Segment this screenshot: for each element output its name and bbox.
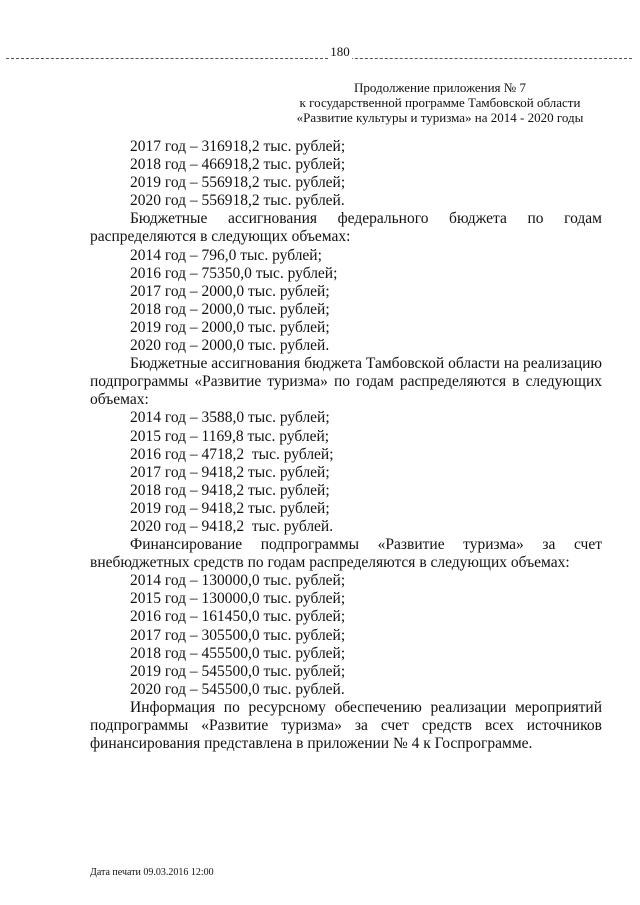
appendix-header-line: «Развитие культуры и туризма» на 2014 - 2020 годы <box>296 110 584 125</box>
paragraph-line: Информация по ресурсному обеспечению реализации мероприятий <box>130 698 602 716</box>
list-item: 2020 год – 545500,0 тыс. рублей. <box>130 680 345 698</box>
list-item: 2014 год – 796,0 тыс. рублей; <box>130 246 322 264</box>
list-item: 2018 год – 455500,0 тыс. рублей; <box>130 644 346 662</box>
list-item: 2015 год – 1169,8 тыс. рублей; <box>130 427 330 445</box>
list-item: 2020 год – 9418,2 тыс. рублей. <box>130 517 334 535</box>
list-item: 2018 год – 2000,0 тыс. рублей; <box>130 300 330 318</box>
paragraph-line: подпрограммы «Развитие туризма» за счет средств всех источников <box>90 717 602 734</box>
document-body <box>90 138 602 753</box>
appendix-header-line: к государственной программе Тамбовской области <box>299 95 581 110</box>
paragraph-line: внебюджетных средств по годам распределяются в следующих объемах: <box>90 554 570 572</box>
list-item: 2017 год – 305500,0 тыс. рублей; <box>130 626 346 644</box>
list-item: 2015 год – 130000,0 тыс. рублей; <box>130 590 346 608</box>
list-item: 2019 год – 2000,0 тыс. рублей; <box>130 318 330 336</box>
paragraph-line: подпрограммы «Развитие туризма» по годам распределяются в следующих <box>90 373 602 391</box>
list-item: 2019 год – 9418,2 тыс. рублей; <box>130 499 330 517</box>
paragraph-line: распределяются в следующих объемах: <box>90 228 351 246</box>
appendix-header <box>280 80 600 125</box>
list-item: 2019 год – 545500,0 тыс. рублей; <box>130 662 346 680</box>
list-item: 2016 год – 4718,2 тыс. рублей; <box>130 445 334 463</box>
page-number-text: 180 <box>330 44 350 59</box>
list-item: 2020 год – 2000,0 тыс. рублей. <box>130 337 330 355</box>
list-item: 2017 год – 316918,2 тыс. рублей; <box>130 138 346 155</box>
paragraph-line: Бюджетные ассигнования федерального бюджета по годам <box>130 210 602 228</box>
list-item: 2017 год – 9418,2 тыс. рублей; <box>130 463 330 481</box>
page-number <box>0 44 640 60</box>
paragraph-line: Бюджетные ассигнования бюджета Тамбовской области на реализацию <box>130 355 602 373</box>
paragraph-line: объемах: <box>90 391 149 409</box>
list-item: 2014 год – 130000,0 тыс. рублей; <box>130 572 346 590</box>
list-item: 2016 год – 75350,0 тыс. рублей; <box>130 264 338 282</box>
list-item: 2018 год – 9418,2 тыс. рублей; <box>130 481 330 499</box>
paragraph-line: финансирования представлена в приложении № 4 к Госпрограмме. <box>90 735 533 753</box>
list-item: 2020 год – 556918,2 тыс. рублей. <box>130 192 345 210</box>
appendix-header-line: Продолжение приложения № 7 <box>354 80 526 95</box>
list-item: 2019 год – 556918,2 тыс. рублей; <box>130 174 346 192</box>
list-item: 2017 год – 2000,0 тыс. рублей; <box>130 282 330 300</box>
list-item: 2016 год – 161450,0 тыс. рублей; <box>130 608 346 626</box>
print-date: Дата печати 09.03.2016 12:00 <box>90 867 214 878</box>
paragraph-line: Финансирование подпрограммы «Развитие туризма» за счет <box>130 536 602 554</box>
list-item: 2014 год – 3588,0 тыс. рублей; <box>130 409 330 427</box>
list-item: 2018 год – 466918,2 тыс. рублей; <box>130 156 346 174</box>
